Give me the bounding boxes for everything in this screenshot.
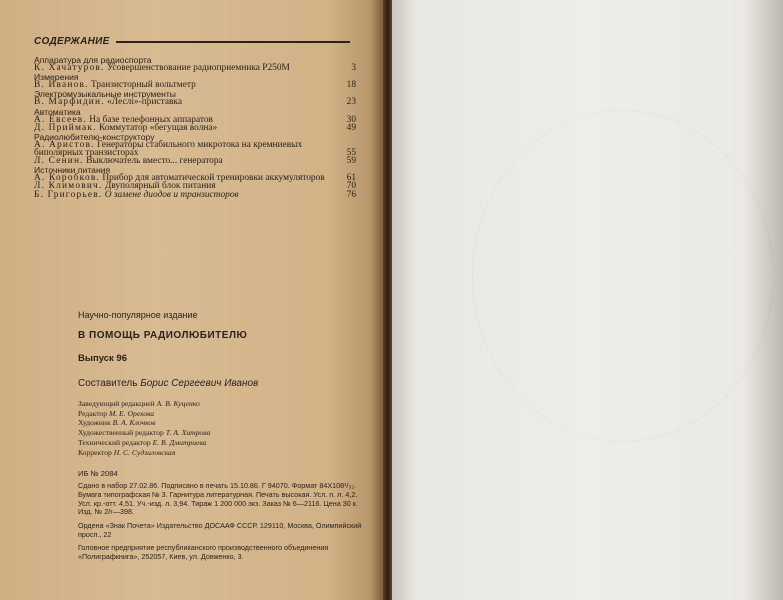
- credit-line: [78, 438, 368, 448]
- toc-entry-author: А. Евсеев.: [34, 114, 87, 125]
- compiler: [78, 378, 368, 389]
- toc-entry: [34, 81, 356, 89]
- toc-entry: [34, 64, 356, 72]
- toc-entry-author: А. Аристов.: [34, 139, 95, 150]
- toc-entry-title: О замене диодов и транзисторов: [102, 189, 239, 200]
- toc-entry: [34, 157, 356, 165]
- toc-section-heading: Автоматика: [34, 106, 81, 117]
- toc-entry-title: На базе телефонных аппаратов: [86, 114, 213, 125]
- toc-entry: [34, 98, 356, 106]
- issue-number: Выпуск 96: [78, 353, 128, 364]
- ib-number: ИБ № 2084: [78, 469, 118, 479]
- credit-line: [78, 409, 368, 419]
- toc-entry-page: 70: [346, 181, 356, 192]
- toc-entry-page: 59: [346, 156, 356, 167]
- toc-entry-page: 30: [346, 114, 356, 125]
- toc-entry-title: Генераторы стабильного микротока на кремниевых биполярных транзисторах: [34, 139, 303, 159]
- toc-entry-title: Усовершенствование радиоприемника Р250М: [104, 63, 290, 74]
- credit-name: Е. В. Дмитриева: [152, 437, 207, 447]
- toc-section-heading: Измерения: [34, 72, 79, 83]
- toc-entry: [34, 191, 356, 199]
- credit-line: [78, 399, 368, 409]
- table-of-contents: [34, 55, 356, 199]
- toc-entry-author: В. Марфидин.: [34, 97, 105, 108]
- toc-entry-title: Прибор для автоматической тренировки аккумуляторов: [100, 173, 325, 184]
- toc-entry-title: «Леслі»-приставка: [104, 97, 182, 108]
- page-texture: [472, 110, 774, 442]
- toc-section-heading: Источники питания: [34, 165, 111, 176]
- credit-line: [78, 448, 368, 458]
- toc-entry-author: В. Иванов.: [34, 80, 89, 91]
- imprint: [78, 310, 368, 567]
- toc-entry-title: Коммутатор «бегущая волна»: [96, 122, 218, 133]
- left-page: [0, 0, 386, 600]
- toc-entry-page: 3: [351, 63, 356, 74]
- toc-section-heading: Электромузыкальные инструменты: [34, 89, 176, 100]
- credit-role: Редактор: [78, 408, 108, 418]
- toc-section-heading: Аппаратура для радиоспорта: [34, 55, 152, 65]
- toc-entry-title: Транзисторный вольтметр: [88, 80, 196, 91]
- toc-entry: [34, 124, 356, 132]
- toc-rule: [116, 41, 350, 43]
- print-info: Сдано в набор 27.02.86. Подписано в печать 15.10.86. Г 94070. Формат 84X108¹/₃₂. Бумага типографская № 3. Гарнитура литературная. Печать высокая. Усл. п. л. 4,2. Усл. кр.-отт. 4,51. Уч.-изд. л. 3,94. Тираж 1 200 000 экз. Заказ № 6—2116. Цена 30 к. Изд. № 2/г—398.: [78, 481, 358, 517]
- toc-entry-page: 76: [346, 189, 356, 200]
- toc-entry-author: А. Коробков.: [34, 173, 101, 184]
- toc-entry-page: 18: [346, 80, 356, 91]
- toc-entry-author: Д. Приймак.: [34, 122, 97, 133]
- series-title: В ПОМОЩЬ РАДИОЛЮБИТЕЛЮ: [78, 330, 248, 341]
- credit-name: В. А. Клочков: [112, 418, 156, 428]
- toc-entry-page: 23: [346, 97, 356, 108]
- credit-role: Корректор: [78, 447, 112, 457]
- credit-name: Т. А. Хитрова: [165, 428, 211, 438]
- credit-role: Заведующий редакцией: [78, 399, 155, 408]
- toc-section-heading: Радиолюбителю-конструктору: [34, 131, 155, 142]
- compiler-label: Составитель: [78, 378, 138, 389]
- credits-list: [78, 399, 368, 457]
- edition-kind: Научно-популярное издание: [78, 310, 198, 320]
- toc-entry-page: 61: [346, 173, 356, 184]
- publication-details: [78, 482, 368, 562]
- credit-role: Художник: [78, 418, 111, 428]
- printer-info: Головное предприятие республиканского производственного объединения «Полиграфкнига», 252057, Киев, ул. Довженко, 3.: [78, 543, 329, 562]
- toc-title: СОДЕРЖАНИЕ: [34, 36, 110, 47]
- credit-line: [78, 418, 368, 428]
- toc-entry: [34, 141, 356, 157]
- compiler-name: Борис Сергеевич Иванов: [140, 378, 259, 389]
- credit-name: Н. С. Судзиловская: [113, 447, 176, 457]
- toc-entry-author: К. Хачатуров.: [34, 63, 105, 74]
- credit-name: М. Е. Орехова: [108, 408, 155, 418]
- credit-name: А. В. Куценко: [156, 399, 200, 408]
- right-page-blank: [392, 0, 783, 600]
- toc-entry-title: Выключатель вместо... генератора: [83, 156, 223, 167]
- credit-line: [78, 428, 368, 438]
- toc-entry-page: 55: [346, 148, 356, 159]
- toc-entry-author: Л. Сенин.: [34, 156, 84, 167]
- toc-entry-title: Двуполярный блок питания: [102, 181, 216, 192]
- toc-entry-author: Л. Климович.: [34, 181, 103, 192]
- credit-role: Технический редактор: [78, 437, 151, 447]
- toc-entry-page: 49: [346, 122, 356, 133]
- toc-entry-author: Б. Григорьев.: [34, 189, 103, 200]
- publisher-info: Ордена «Знак Почета» Издательство ДОСААФ СССР. 129110, Москва, Олимпийский просп., 22: [78, 521, 362, 539]
- toc-header: [34, 36, 350, 47]
- credit-role: Художественный редактор: [78, 428, 164, 438]
